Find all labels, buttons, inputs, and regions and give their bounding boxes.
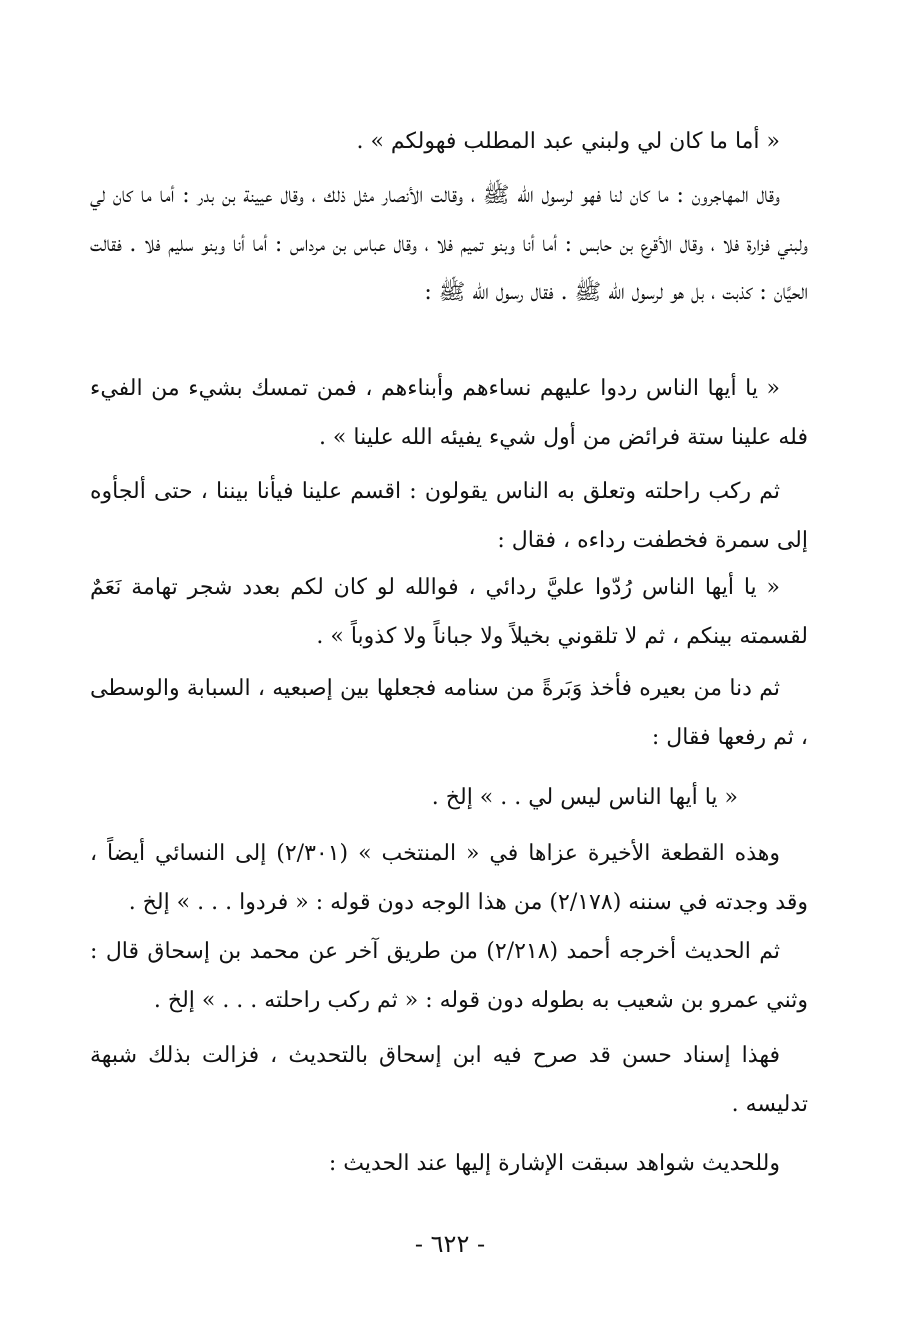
paragraph-8: وهذه القطعة الأخيرة عزاها في « المنتخب » (٢/٣٠١) إلى النسائي أيضاً ، وقد وجدته في سننه (٢/١٧٨) من هذا الوجه دون قوله : « فردوا . . . » إلخ . bbox=[90, 841, 808, 915]
paragraph-11: وللحديث شواهد سبقت الإشارة إليها عند الحديث : bbox=[328, 1151, 780, 1176]
paragraph-3-quote: « يا أيها الناس ردوا عليهم نساءهم وأبناءهم ، فمن تمسك بشيء من الفيء فله علينا ستة فرائض من أول شيء يفيئه الله علينا » . bbox=[90, 376, 808, 450]
paragraph-6: ثم دنا من بعيره فأخذ وَبَرةً من سنامه فجعلها بين إصبعيه ، السبابة والوسطى ، ثم رفعها فقال : bbox=[90, 676, 808, 750]
paragraph-2: وقال المهاجرون : ما كان لنا فهو لرسول الله ﷺ ، وقالت الأنصار مثل ذلك ، وقال عيينة بن بدر : أما ما كان لي ولبني فزارة فلا ، وقال الأقرع بن حابس : أما أنا وبنو تميم فلا ، وقال عباس بن مرداس : أما أنا وبنو سليم فلا . فقالت الحيَّان : كذبت ، بل هو لرسول الله ﷺ . فقال رسول الله ﷺ : bbox=[90, 183, 808, 305]
paragraph-10: فهذا إسناد حسن قد صرح فيه ابن إسحاق بالتحديث ، فزالت بذلك شبهة تدليسه . bbox=[90, 1043, 808, 1117]
paragraph-5-quote: « يا أيها الناس رُدّوا عليَّ ردائي ، فوالله لو كان لكم بعدد شجر تهامة نَعَمٌ لقسمته بينكم ، ثم لا تلقوني بخيلاً ولا جباناً ولا كذوباً » . bbox=[90, 575, 808, 649]
paragraph-7-quote: « يا أيها الناس ليس لي . . » إلخ . bbox=[431, 785, 738, 810]
paragraph-4: ثم ركب راحلته وتعلق به الناس يقولون : اقسم علينا فيأنا بيننا ، حتى ألجأوه إلى سمرة فخطفت رداءه ، فقال : bbox=[90, 479, 808, 553]
paragraph-9: ثم الحديث أخرجه أحمد (٢/٢١٨) من طريق آخر عن محمد بن إسحاق قال : وثني عمرو بن شعيب به بطوله دون قوله : « ثم ركب راحلته . . . » إلخ . bbox=[90, 939, 808, 1013]
page-number: - ٦٢٢ - bbox=[414, 1230, 486, 1258]
paragraph-1: « أما ما كان لي ولبني عبد المطلب فهولكم » . bbox=[356, 129, 780, 154]
